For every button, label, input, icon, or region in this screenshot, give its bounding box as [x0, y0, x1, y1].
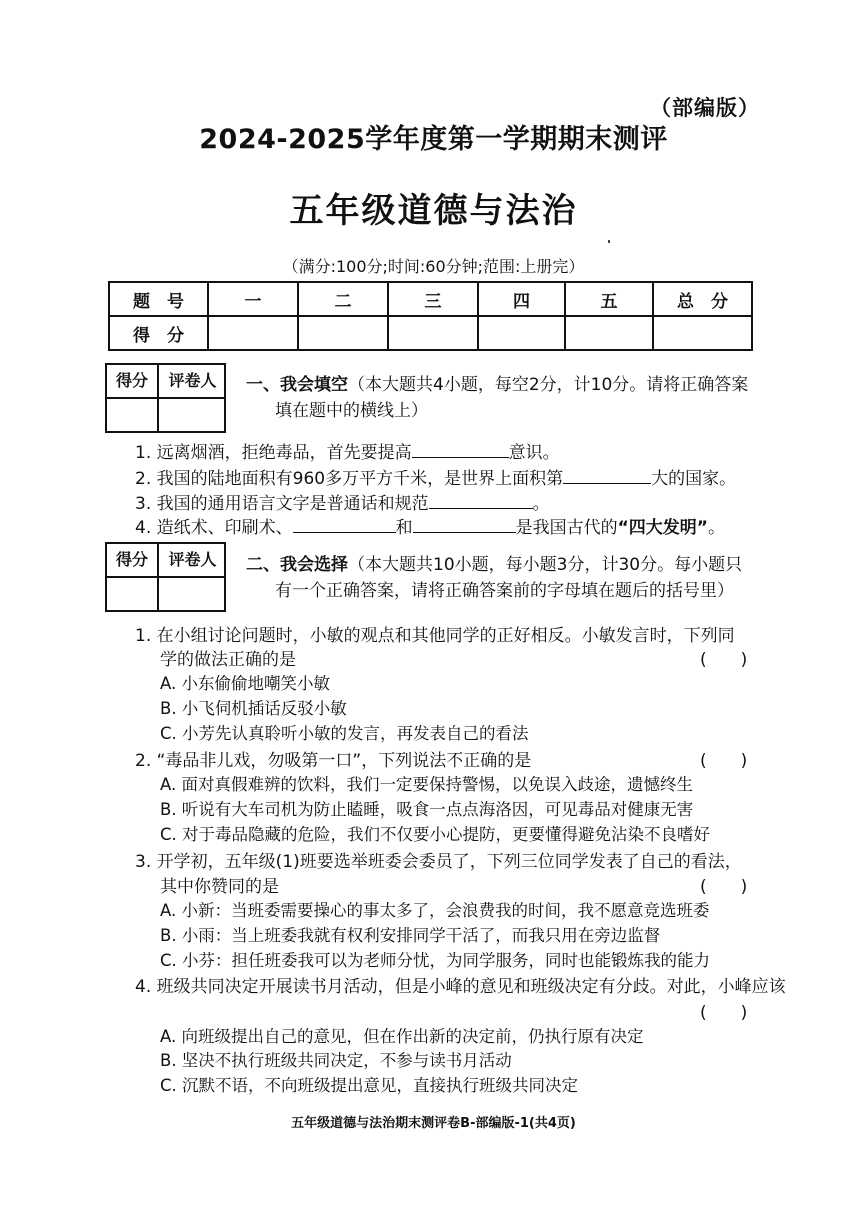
section1-title: 一、我会填空	[246, 375, 348, 395]
section2-description: （本大题共10小题，每小题3分，计30分。每小题只	[348, 555, 743, 575]
question-text: 2. 我国的陆地面积有960多万平方千米，是世界上面积第	[135, 469, 564, 489]
answer-parentheses[interactable]: ( )	[700, 650, 748, 670]
option-b[interactable]: B. 小飞伺机插话反驳小敏	[160, 699, 347, 718]
fill-question-4	[135, 513, 725, 538]
score-cell[interactable]	[478, 316, 565, 350]
score-cell[interactable]	[208, 316, 298, 350]
section1-heading	[246, 372, 766, 424]
grader-score-cell[interactable]	[107, 399, 159, 431]
grader-name-label: 评卷人	[159, 365, 226, 399]
question-text: 。	[532, 494, 550, 514]
option-b[interactable]: B. 小雨：当上班委我就有权利安排同学干活了，而我只用在旁边监督	[160, 926, 661, 945]
choice-question-1-stem-cont: 学的做法正确的是	[160, 650, 296, 670]
choice-question-3-stem: 3. 开学初，五年级(1)班要选举班委会委员了，下列三位同学发表了自己的看法，	[135, 852, 742, 872]
exam-info: （满分:100分;时间:60分钟;范围:上册完）	[282, 257, 585, 276]
fill-question-2	[135, 464, 736, 489]
score-table	[108, 281, 753, 351]
exam-title: 2024-2025学年度第一学期期末测评	[199, 124, 668, 155]
option-a[interactable]: A. 小新：当班委需要操心的事太多了，会浪费我的时间，我不愿意竞选班委	[160, 901, 710, 920]
grader-name-cell[interactable]	[159, 399, 226, 431]
grader-name-cell[interactable]	[159, 578, 226, 610]
score-cell[interactable]	[298, 316, 388, 350]
grader-box-section1	[105, 363, 226, 433]
section1-description-cont: 填在题中的横线上）	[275, 401, 428, 421]
fill-question-1	[135, 438, 560, 463]
table-row-label: 得 分	[109, 316, 208, 350]
option-b[interactable]: B. 听说有大车司机为防止瞌睡，吸食一点点海洛因，可见毒品对健康无害	[160, 800, 694, 819]
answer-parentheses[interactable]: ( )	[700, 1003, 748, 1023]
grader-score-cell[interactable]	[107, 578, 159, 610]
option-c[interactable]: C. 对于毒品隐藏的危险，我们不仅要小心提防，更要懂得避免沾染不良嗜好	[160, 825, 711, 844]
edition-label: （部编版）	[650, 96, 760, 120]
scan-speck	[608, 240, 610, 243]
question-text: 4. 造纸术、印刷术、	[135, 518, 293, 538]
grader-score-label: 得分	[107, 365, 159, 399]
option-a[interactable]: A. 向班级提出自己的意见，但在作出新的决定前，仍执行原有决定	[160, 1027, 644, 1046]
option-a[interactable]: A. 小东偷偷地嘲笑小敏	[160, 674, 330, 693]
option-c[interactable]: C. 小芬：担任班委我可以为老师分忧，为同学服务，同时也能锻炼我的能力	[160, 951, 711, 970]
answer-blank[interactable]	[563, 467, 651, 484]
table-header-cell: 题 号	[109, 282, 208, 316]
section2-title: 二、我会选择	[246, 555, 348, 575]
question-text: 和	[395, 518, 413, 538]
answer-blank[interactable]	[429, 492, 533, 509]
table-header-cell: 一	[208, 282, 298, 316]
answer-parentheses[interactable]: ( )	[700, 877, 748, 897]
table-header-cell: 三	[388, 282, 478, 316]
score-cell[interactable]	[388, 316, 478, 350]
choice-question-2-stem: 2. “毒品非儿戏，勿吸第一口”，下列说法不正确的是	[135, 751, 532, 771]
option-c[interactable]: C. 小芳先认真聆听小敏的发言，再发表自己的看法	[160, 724, 529, 743]
choice-question-4-stem: 4. 班级共同决定开展读书月活动，但是小峰的意见和班级决定有分歧。对此，小峰应该	[135, 977, 786, 997]
choice-question-3-stem-cont: 其中你赞同的是	[160, 877, 279, 897]
section2-heading	[246, 552, 766, 604]
choice-question-1-stem: 1. 在小组讨论问题时，小敏的观点和其他同学的正好相反。小敏发言时，下列同	[135, 626, 735, 646]
score-table-score-row	[109, 316, 752, 350]
question-text: 是我国古代的	[515, 518, 618, 538]
score-cell[interactable]	[653, 316, 752, 350]
page-footer: 五年级道德与法治期末测评卷B-部编版-1(共4页)	[291, 1116, 576, 1131]
grader-name-label: 评卷人	[159, 544, 226, 578]
option-a[interactable]: A. 面对真假难辨的饮料，我们一定要保持警惕，以免误入歧途，遗憾终生	[160, 775, 693, 794]
answer-blank[interactable]	[293, 516, 396, 533]
score-table-header-row	[109, 282, 752, 316]
grader-box-section2	[105, 542, 226, 612]
section1-description: （本大题共4小题，每空2分，计10分。请将正确答案	[348, 375, 749, 395]
question-text: 意识。	[508, 443, 560, 463]
answer-blank[interactable]	[412, 441, 509, 458]
section2-description-cont: 有一个正确答案，请将正确答案前的字母填在题后的括号里）	[275, 581, 734, 601]
question-emphasis: “四大发明”	[617, 518, 708, 538]
table-header-cell: 二	[298, 282, 388, 316]
grader-score-label: 得分	[107, 544, 159, 578]
table-header-cell: 四	[478, 282, 565, 316]
option-c[interactable]: C. 沉默不语，不向班级提出意见，直接执行班级共同决定	[160, 1076, 579, 1095]
answer-blank[interactable]	[413, 516, 516, 533]
score-cell[interactable]	[565, 316, 653, 350]
option-b[interactable]: B. 坚决不执行班级共同决定，不参与读书月活动	[160, 1051, 512, 1070]
fill-question-3	[135, 489, 550, 514]
question-text: 1. 远离烟酒，拒绝毒品，首先要提高	[135, 443, 412, 463]
subject-title: 五年级道德与法治	[289, 191, 578, 231]
answer-parentheses[interactable]: ( )	[700, 751, 748, 771]
table-header-cell: 五	[565, 282, 653, 316]
question-text: 3. 我国的通用语言文字是普通话和规范	[135, 494, 429, 514]
table-header-cell: 总 分	[653, 282, 752, 316]
question-text: 大的国家。	[651, 469, 737, 489]
question-text: 。	[707, 518, 725, 538]
